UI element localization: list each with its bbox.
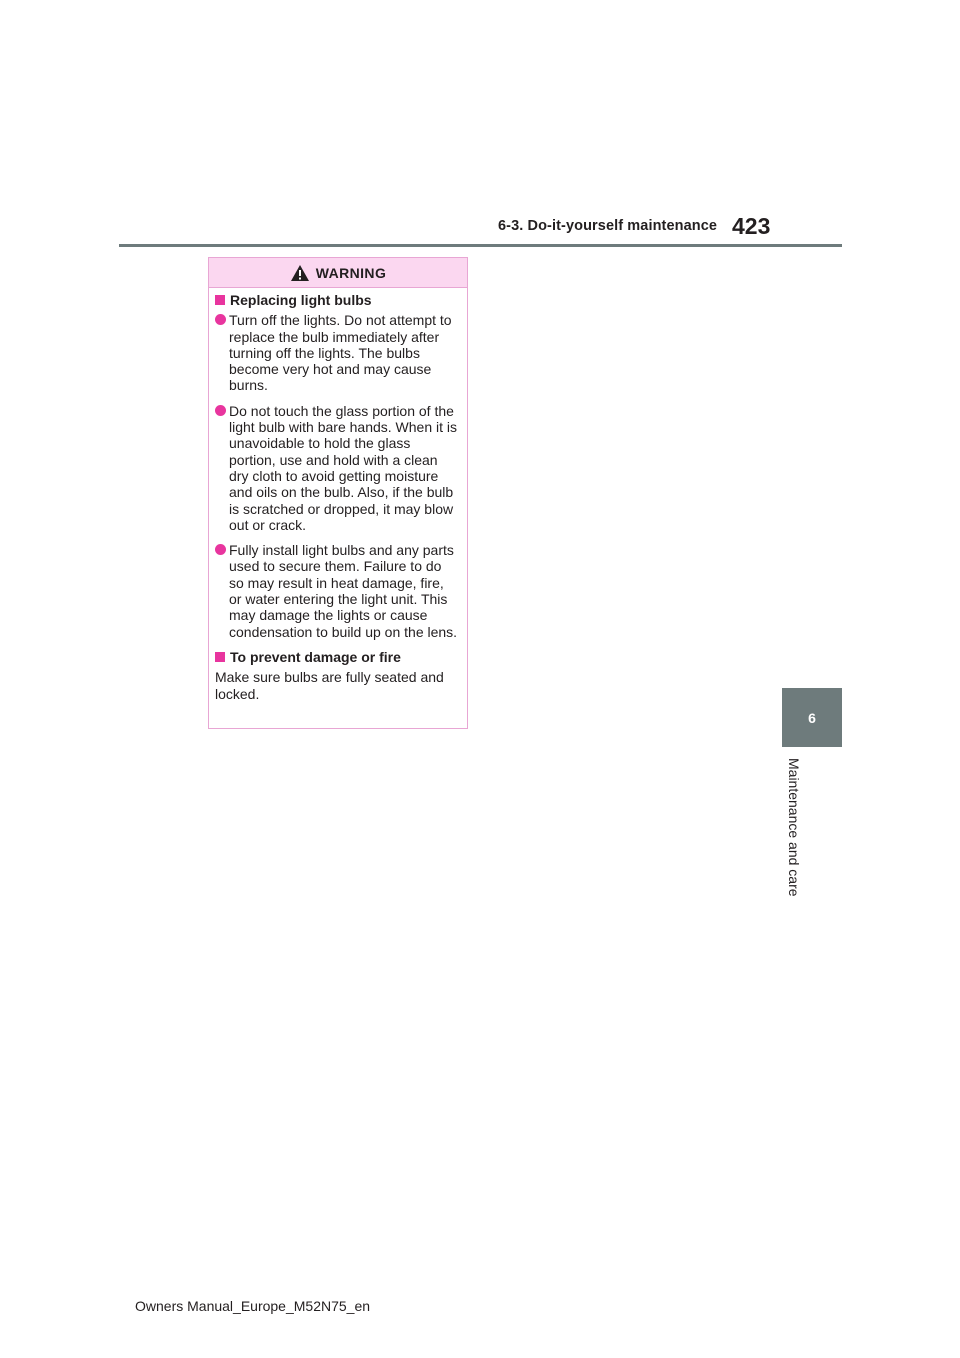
header-divider	[119, 244, 842, 247]
warning-title: WARNING	[315, 264, 387, 281]
warning-paragraph: Make sure bulbs are fully seated and locked.	[215, 669, 444, 702]
section-title: 6-3. Do-it-yourself maintenance	[498, 218, 718, 234]
warning-body	[209, 288, 467, 702]
warning-triangle-icon	[290, 264, 310, 282]
heading-text: Replacing light bulbs	[230, 292, 372, 308]
warning-heading-prevent-damage	[215, 649, 459, 665]
list-item-text: Turn off the lights. Do not attempt to replace the bulb immediately after turning off the lights. The bulbs become very hot and may cause burns.	[229, 312, 452, 394]
warning-box	[208, 257, 468, 729]
chapter-title: Maintenance and care	[786, 758, 802, 897]
list-item-text: Do not touch the glass portion of the light bulb with bare hands. When it is unavoidable to hold the glass portion, use and hold with a clean dry cloth to avoid getting moisture and oils on the bulb. Also, if the bulb is scratched or dropped, it may blow out or crack.	[229, 402, 458, 533]
page-number: 423	[732, 213, 771, 239]
list-item-text: Fully install light bulbs and any parts used to secure them. Failure to do so may result in heat damage, fire, or water entering the light unit. This may damage the lights or cause condensation to build up on the lens.	[229, 542, 458, 640]
circle-bullet-icon	[215, 314, 226, 325]
list-item	[215, 403, 459, 533]
circle-bullet-icon	[215, 544, 226, 555]
square-bullet-icon	[215, 652, 225, 662]
footer-text: Owners Manual_Europe_M52N75_en	[135, 1298, 371, 1314]
circle-bullet-icon	[215, 405, 226, 416]
chapter-tab	[782, 688, 842, 747]
heading-text: To prevent damage or fire	[230, 648, 401, 665]
warning-header	[209, 258, 467, 288]
list-item	[215, 542, 459, 640]
list-item	[215, 312, 459, 393]
chapter-number: 6	[808, 709, 816, 726]
square-bullet-icon	[215, 295, 225, 305]
warning-heading-replacing-bulbs	[215, 292, 459, 308]
